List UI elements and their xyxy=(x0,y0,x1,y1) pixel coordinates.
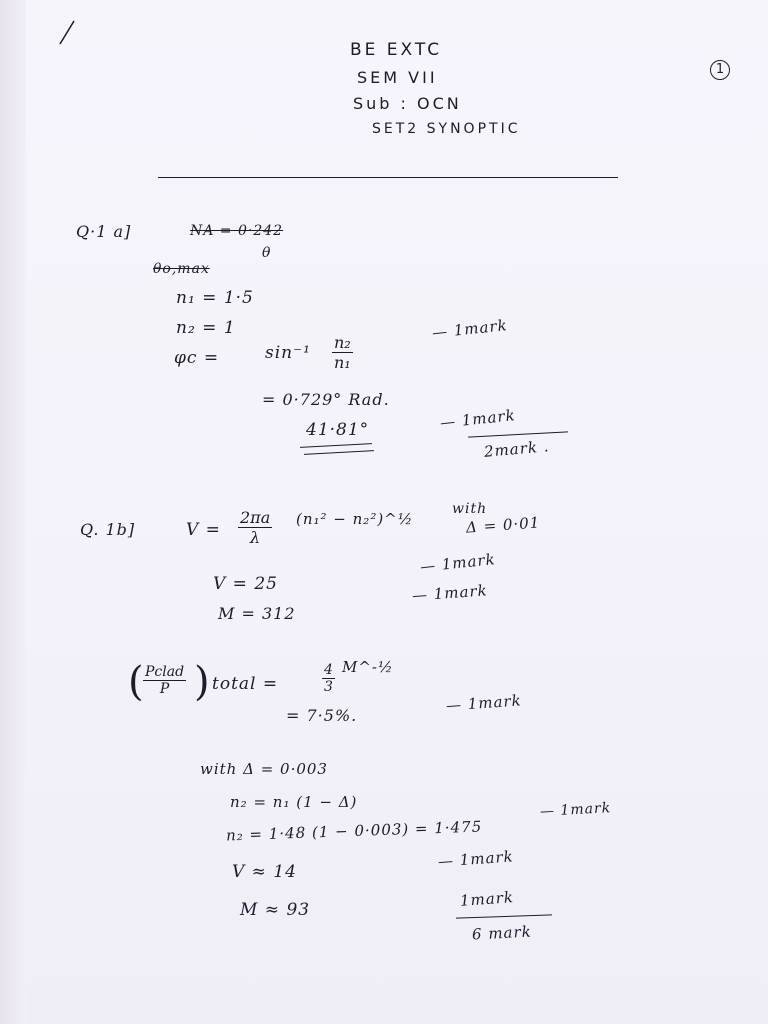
header-line-2: SEM VII xyxy=(357,68,438,87)
q1b-mark-total-line xyxy=(456,914,552,918)
q1a-mark-total-line xyxy=(468,431,568,437)
q1a-mark2: — 1mark xyxy=(439,406,517,432)
q1b-mark-v2: — 1mark xyxy=(437,847,515,871)
header-line-4: SET2 SYNOPTIC xyxy=(372,121,521,137)
q1b-paren-right: ) xyxy=(194,659,210,705)
q1b-m-pow: M^-½ xyxy=(342,658,394,676)
q1b-v-rhs: (n₁² − n₂²)^½ xyxy=(296,510,414,528)
q1b-v-num: 2πa xyxy=(240,508,271,527)
q1b-v-approx: V ≈ 14 xyxy=(232,862,297,882)
q1b-four-thirds xyxy=(322,662,335,695)
q1a-double-underline-1 xyxy=(300,443,372,448)
q1a-theta: θ xyxy=(262,245,272,261)
q1a-phi-lhs: φc = xyxy=(174,348,220,368)
q1b-m-val: M = 312 xyxy=(218,604,296,623)
q1b-m-approx: M ≈ 93 xyxy=(240,900,311,920)
q1b-mark-m2: 1mark xyxy=(459,888,515,910)
q1a-sin-inv: sin⁻¹ xyxy=(265,343,311,363)
q1b-pclad-num: Pclad xyxy=(145,664,185,680)
header-divider xyxy=(158,177,618,178)
q1b-delta1: Δ = 0·01 xyxy=(465,513,541,537)
tick-mark xyxy=(58,18,78,46)
header-line-1: BE EXTC xyxy=(350,40,443,60)
q1b-percent: = 7·5%. xyxy=(286,706,358,725)
q1a-frac-num: n₂ xyxy=(334,333,351,352)
q1b-with-label: with xyxy=(452,501,488,517)
q1a-fraction xyxy=(332,333,353,372)
q1b-label: Q. 1b] xyxy=(80,520,136,539)
q1b-frac43-num: 4 xyxy=(324,662,333,678)
q1b-v-den: λ xyxy=(250,528,261,547)
q1b-mark-m: — 1mark xyxy=(411,581,489,605)
q1b-n2-calc: n₂ = 1·48 (1 − 0·003) = 1·475 xyxy=(225,817,483,845)
q1a-n1: n₁ = 1·5 xyxy=(176,288,254,308)
q1a-struck-theta-max: θo,max xyxy=(153,261,210,277)
q1b-frac43-den: 3 xyxy=(324,679,333,695)
q1a-label: Q·1 a] xyxy=(76,222,132,241)
q1b-v-lhs: V = xyxy=(186,520,221,540)
q1a-mark1: — 1mark xyxy=(431,316,509,342)
q1b-v-fraction xyxy=(238,508,272,547)
q1b-n2-formula: n₂ = n₁ (1 − Δ) xyxy=(230,793,358,811)
q1a-double-underline-2 xyxy=(304,450,374,455)
q1b-paren-left: ( xyxy=(128,659,144,705)
q1b-mark-p: — 1mark xyxy=(445,691,523,715)
q1a-deg-value: 41·81° xyxy=(306,420,370,440)
q1b-v-val: V = 25 xyxy=(213,574,278,594)
q1b-mark-total: 6 mark xyxy=(471,922,533,944)
q1b-pclad-den: P xyxy=(159,681,170,697)
q1a-frac-den: n₁ xyxy=(334,353,351,372)
page-binding-edge xyxy=(0,0,26,1024)
q1a-mark-total: 2mark . xyxy=(483,437,551,461)
q1a-n2: n₂ = 1 xyxy=(176,318,236,338)
q1b-mark-v: — 1mark xyxy=(419,550,497,576)
q1a-struck-na: NA = 0·242 xyxy=(190,223,284,239)
q1b-pclad-fraction xyxy=(143,664,186,697)
q1b-mark-n2: — 1mark xyxy=(539,800,612,820)
q1a-rad-value: = 0·729° Rad. xyxy=(262,390,390,409)
q1b-with2: with Δ = 0·003 xyxy=(200,760,328,778)
q1b-total-label: total = xyxy=(212,674,279,694)
page-number-badge: 1 xyxy=(710,60,730,80)
header-line-3: Sub : OCN xyxy=(353,94,462,113)
